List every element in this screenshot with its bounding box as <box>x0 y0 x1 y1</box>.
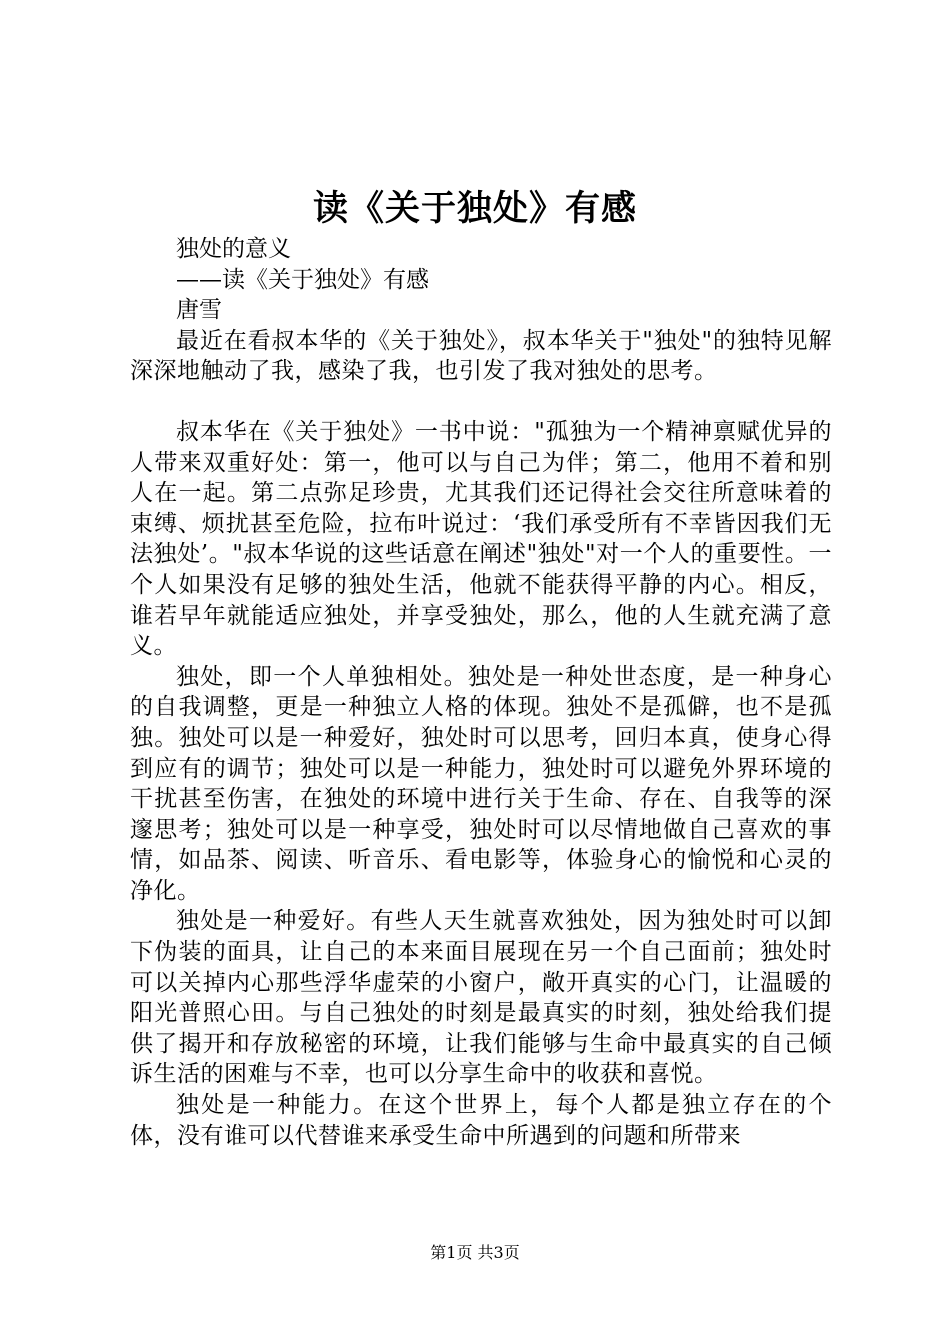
subtitle-line: 独处的意义 <box>176 236 291 262</box>
paragraph-ability: 独处是一种能力。在这个世界上，每个人都是独立存在的个体，没有谁可以代替谁来承受生命中所遇到的问题和所带来 <box>130 1092 832 1149</box>
paragraph-hobby: 独处是一种爱好。有些人天生就喜欢独处，因为独处时可以卸下伪装的面具，让自己的本来面目展现在另一个自己面前；独处时可以关掉内心那些浮华虚荣的小窗户，敞开真实的心门，让温暖的阳光普照心田。与自己独处的时刻是最真实的时刻，独处给我们提供了揭开和存放秘密的环境，让我们能够与生命中最真实的自己倾诉生活的困难与不幸，也可以分享生命中的收获和喜悦。 <box>130 908 832 1088</box>
paragraph-definition: 独处，即一个人单独相处。独处是一种处世态度，是一种身心的自我调整，更是一种独立人格的体现。独处不是孤僻，也不是孤独。独处可以是一种爱好，独处时可以思考，回归本真，使身心得到应有的调节；独处可以是一种能力，独处时可以避免外界环境的干扰甚至伤害，在独处的环境中进行关于生命、存在、自我等的深邃思考；独处可以是一种享受，独处时可以尽情地做自己喜欢的事情，如品茶、阅读、听音乐、看电影等，体验身心的愉悦和心灵的净化。 <box>130 663 832 904</box>
page-footer: 第1页 共3页 <box>430 1243 520 1262</box>
paragraph-quote: 叔本华在《关于独处》一书中说："孤独为一个精神禀赋优异的人带来双重好处：第一，他可以与自己为伴；第二，他用不着和别人在一起。第二点弥足珍贵，尤其我们还记得社会交往所意味着的束缚、烦扰甚至危险，拉布叶说过：‘我们承受所有不幸皆因我们无法独处’。"叔本华说的这些话意在阐述"独处"对一个人的重要性。一个人如果没有足够的独处生活，他就不能获得平静的内心。相反，谁若早年就能适应独处，并享受独处，那么，他的人生就充满了意义。 <box>130 418 832 660</box>
paragraph-intro: 最近在看叔本华的《关于独处》，叔本华关于"独处"的独特见解深深地触动了我，感染了我，也引发了我对独处的思考。 <box>130 327 832 385</box>
document-title: 读《关于独处》有感 <box>312 188 637 229</box>
author-line: 唐雪 <box>176 297 222 324</box>
subtitle-source-line: ——读《关于独处》有感 <box>176 266 429 293</box>
document-body <box>130 234 832 1151</box>
paragraph-spacer <box>130 387 832 417</box>
